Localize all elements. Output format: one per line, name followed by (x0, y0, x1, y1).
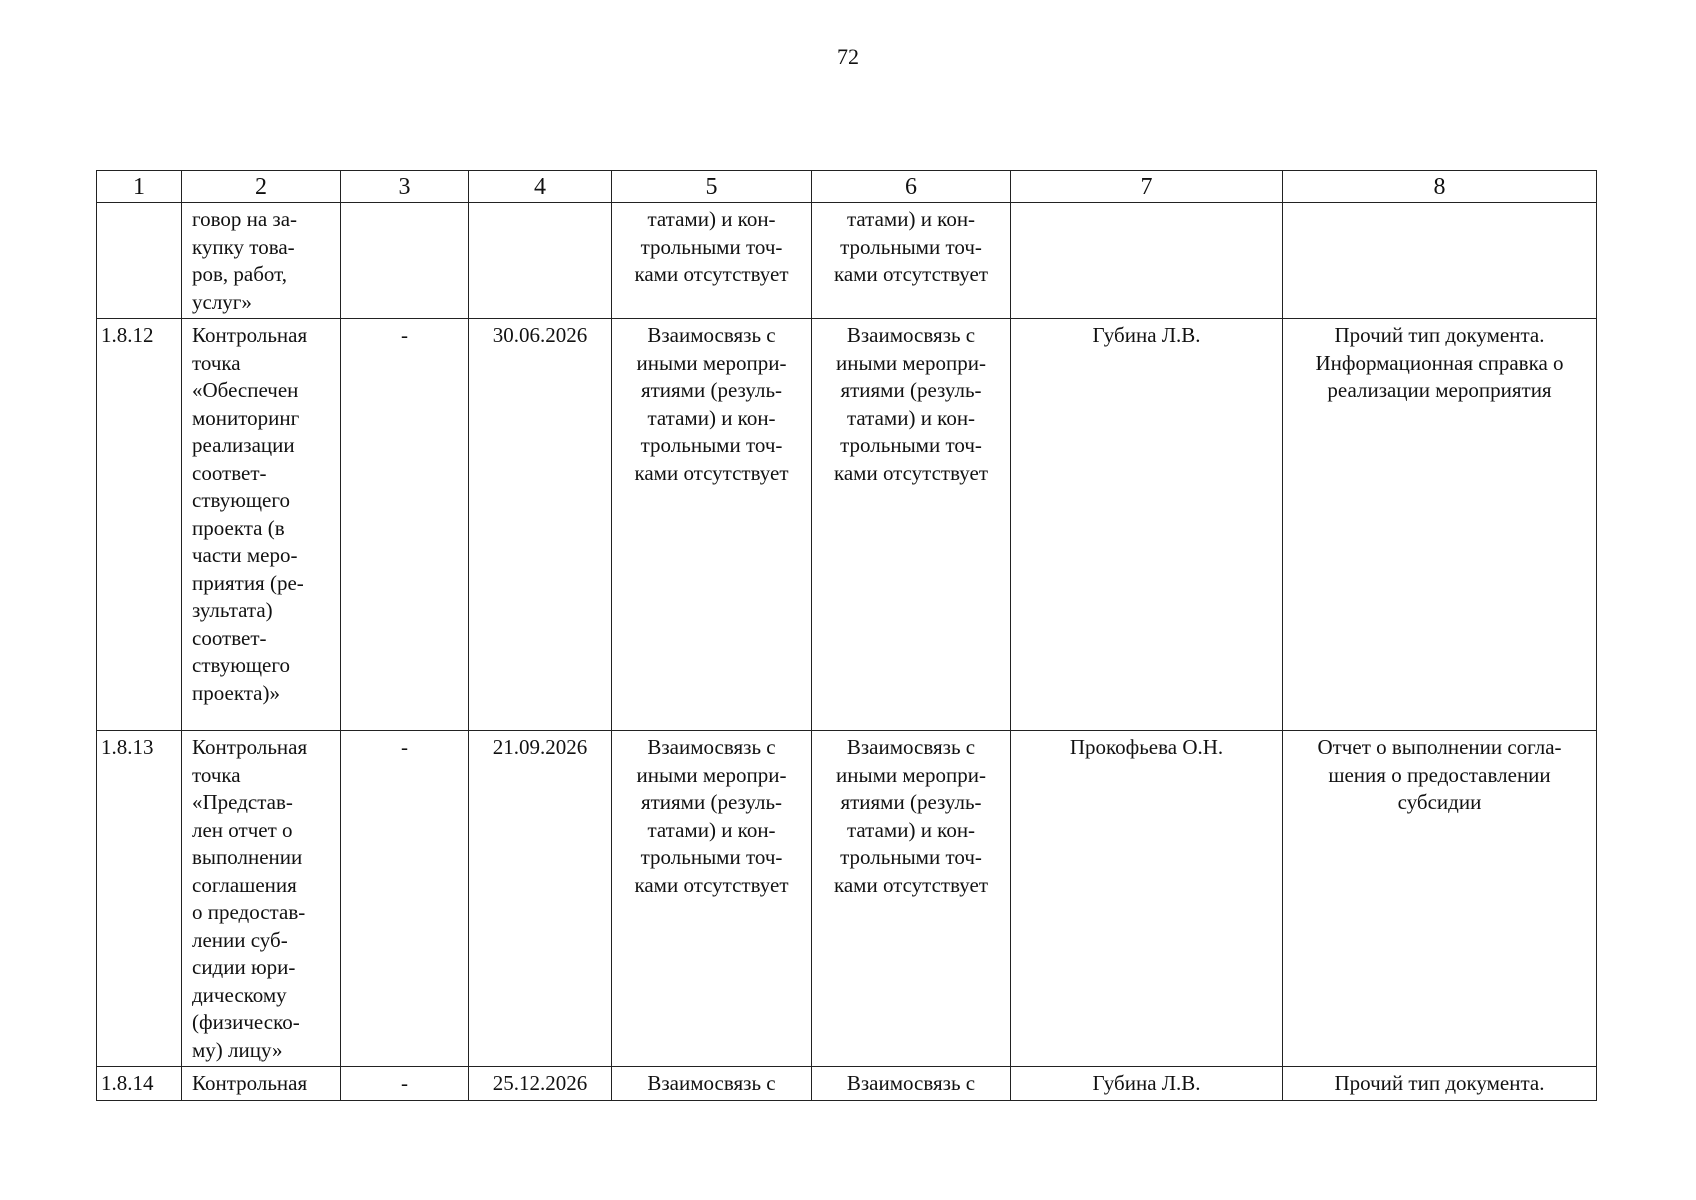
column-header: 7 (1011, 171, 1283, 203)
column-header: 2 (182, 171, 341, 203)
row-date (469, 203, 612, 319)
column-header: 8 (1283, 171, 1597, 203)
row-relation-2: татами) и кон- трольными точ- ками отсутствует (812, 203, 1011, 319)
row-document: Отчет о выполнении согла- шения о предоставлении субсидии (1283, 731, 1597, 1067)
row-relation-2: Взаимосвязь с иными меропри- ятиями (резуль- татами) и кон- трольными точ- ками отсутствует (812, 731, 1011, 1067)
table-row (97, 319, 1597, 731)
row-name: Контрольная (182, 1067, 341, 1101)
row-responsible: Губина Л.В. (1011, 1067, 1283, 1101)
row-date: 21.09.2026 (469, 731, 612, 1067)
table-row (97, 731, 1597, 1067)
row-name: Контрольная точка «Обеспечен мониторинг реализации соответ- ствующего проекта (в части меро- приятия (ре- зультата) соответ- ствующего проекта)» (182, 319, 341, 731)
row-id (97, 203, 182, 319)
column-header: 1 (97, 171, 182, 203)
row-id: 1.8.14 (97, 1067, 182, 1101)
row-responsible (1011, 203, 1283, 319)
column-header: 6 (812, 171, 1011, 203)
row-name: Контрольная точка «Представ- лен отчет о выполнении соглашения о предостав- лении суб- сидии юри- дическому (физическо- му) лицу» (182, 731, 341, 1067)
row-col3: - (341, 1067, 469, 1101)
row-responsible: Прокофьева О.Н. (1011, 731, 1283, 1067)
row-document (1283, 203, 1597, 319)
row-col3: - (341, 731, 469, 1067)
page-number: 72 (837, 44, 859, 69)
header-row (97, 171, 1597, 203)
row-relation: Взаимосвязь с (612, 1067, 812, 1101)
row-col3: - (341, 319, 469, 731)
row-date: 25.12.2026 (469, 1067, 612, 1101)
column-header: 3 (341, 171, 469, 203)
table-row (97, 203, 1597, 319)
row-document: Прочий тип документа. (1283, 1067, 1597, 1101)
row-document: Прочий тип документа. Информационная справка о реализации мероприятия (1283, 319, 1597, 731)
events-table (96, 170, 1597, 1101)
row-id: 1.8.12 (97, 319, 182, 731)
row-col3 (341, 203, 469, 319)
row-relation-2: Взаимосвязь с иными меропри- ятиями (резуль- татами) и кон- трольными точ- ками отсутствует (812, 319, 1011, 731)
row-responsible: Губина Л.В. (1011, 319, 1283, 731)
row-relation: татами) и кон- трольными точ- ками отсутствует (612, 203, 812, 319)
row-relation: Взаимосвязь с иными меропри- ятиями (резуль- татами) и кон- трольными точ- ками отсутствует (612, 319, 812, 731)
column-header: 4 (469, 171, 612, 203)
column-header: 5 (612, 171, 812, 203)
row-id: 1.8.13 (97, 731, 182, 1067)
row-relation: Взаимосвязь с иными меропри- ятиями (резуль- татами) и кон- трольными точ- ками отсутствует (612, 731, 812, 1067)
row-name: говор на за- купку това- ров, работ, услуг» (182, 203, 341, 319)
table-row (97, 1067, 1597, 1101)
row-date: 30.06.2026 (469, 319, 612, 731)
row-relation-2: Взаимосвязь с (812, 1067, 1011, 1101)
